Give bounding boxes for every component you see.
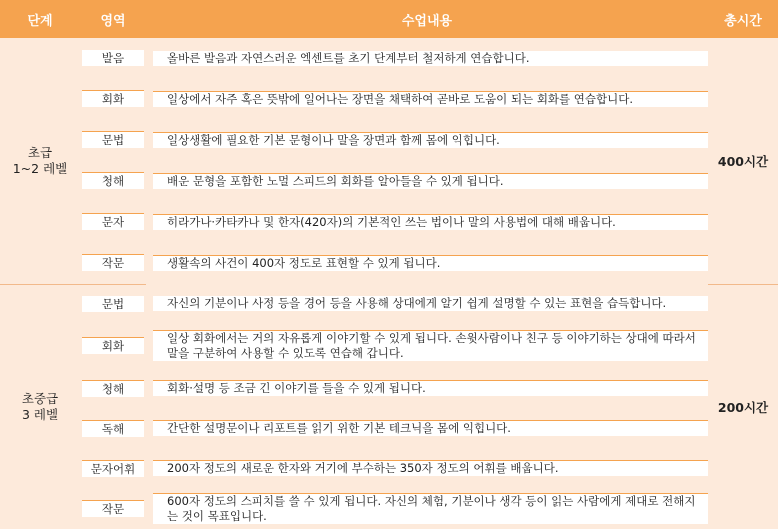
table-row xyxy=(0,408,778,448)
area-cell xyxy=(80,488,146,529)
content-text: 일상 회화에서는 거의 자유롭게 이야기할 수 있게 됩니다. 손윗사람이나 친구 등 이야기하는 상대에 따라서 말을 구분하여 사용할 수 있도록 연습해 갑니다. xyxy=(153,330,708,361)
table-row xyxy=(0,201,778,242)
area-cell xyxy=(80,408,146,448)
content-cell xyxy=(146,323,708,368)
area-label: 작문 xyxy=(82,254,144,271)
content-cell xyxy=(146,368,708,408)
content-cell xyxy=(146,488,708,529)
area-label: 독해 xyxy=(82,420,144,437)
content-cell xyxy=(146,284,708,323)
content-cell xyxy=(146,119,708,160)
content-cell xyxy=(146,78,708,119)
header-row xyxy=(0,0,778,38)
content-cell xyxy=(146,408,708,448)
header-hours: 총시간 xyxy=(708,0,778,38)
table-row xyxy=(0,242,778,284)
content-text: 일상에서 자주 혹은 뜻밖에 일어나는 장면을 채택하여 곧바로 도움이 되는 회화를 연습합니다. xyxy=(153,91,708,107)
area-label: 회화 xyxy=(82,337,144,354)
area-label: 회화 xyxy=(82,90,144,107)
content-text: 600자 정도의 스피치를 쓸 수 있게 됩니다. 자신의 체험, 기분이나 생각 등이 읽는 사람에게 제대로 전해지는 것이 목표입니다. xyxy=(153,493,708,524)
level-name: 초급 xyxy=(27,144,53,160)
table-row xyxy=(0,448,778,488)
header-level: 단계 xyxy=(0,0,80,38)
content-cell xyxy=(146,201,708,242)
header-area: 영역 xyxy=(80,0,146,38)
area-cell xyxy=(80,160,146,201)
area-label: 청해 xyxy=(82,380,144,397)
level-beginner xyxy=(0,38,80,284)
area-cell xyxy=(80,78,146,119)
content-cell xyxy=(146,38,708,78)
table-row xyxy=(0,368,778,408)
area-label: 발음 xyxy=(82,50,144,66)
hours-beginner: 400시간 xyxy=(708,38,778,284)
table-row xyxy=(0,488,778,529)
content-text: 회화·설명 등 조금 긴 이야기를 들을 수 있게 됩니다. xyxy=(153,380,708,396)
area-cell xyxy=(80,323,146,368)
content-text: 배운 문형을 포함한 노멀 스피드의 회화를 알아들을 수 있게 됩니다. xyxy=(153,173,708,189)
table-row xyxy=(0,284,778,323)
area-cell xyxy=(80,119,146,160)
content-text: 일상생활에 필요한 기본 문형이나 말을 장면과 함께 몸에 익힙니다. xyxy=(153,132,708,148)
content-text: 히라가나·카타카나 및 한자(420자)의 기본적인 쓰는 법이나 말의 사용법에 대해 배웁니다. xyxy=(153,214,708,230)
content-text: 생활속의 사건이 400자 정도로 표현할 수 있게 됩니다. xyxy=(153,255,708,271)
content-cell xyxy=(146,160,708,201)
level-range: 3 레벨 xyxy=(21,406,59,422)
table-row xyxy=(0,78,778,119)
content-cell xyxy=(146,448,708,488)
content-text: 200자 정도의 새로운 한자와 거기에 부수하는 350자 정도의 어휘를 배웁니다. xyxy=(153,460,708,476)
table-row xyxy=(0,323,778,368)
table-row xyxy=(0,38,778,78)
area-label: 문법 xyxy=(82,131,144,148)
area-label: 작문 xyxy=(82,500,144,517)
content-text: 올바른 발음과 자연스러운 엑센트를 초기 단계부터 철저하게 연습합니다. xyxy=(153,51,708,66)
content-text: 간단한 설명문이나 리포트를 읽기 위한 기본 테크닉을 몸에 익힙니다. xyxy=(153,420,708,436)
level-range: 1~2 레벨 xyxy=(12,160,68,176)
area-cell xyxy=(80,448,146,488)
table-row xyxy=(0,119,778,160)
content-cell xyxy=(146,242,708,284)
area-cell xyxy=(80,284,146,323)
area-label: 문자어휘 xyxy=(82,460,144,477)
area-label: 문자 xyxy=(82,213,144,230)
level-pre-intermediate xyxy=(0,284,80,529)
area-cell xyxy=(80,38,146,78)
level-name: 초중급 xyxy=(21,390,59,406)
area-label: 청해 xyxy=(82,172,144,189)
area-cell xyxy=(80,368,146,408)
content-text: 자신의 기분이나 사정 등을 경어 등을 사용해 상대에게 알기 쉽게 설명할 수 있는 표현을 습득합니다. xyxy=(153,296,708,311)
hours-pre-intermediate: 200시간 xyxy=(708,284,778,529)
area-label: 문법 xyxy=(82,296,144,312)
area-cell xyxy=(80,201,146,242)
header-content: 수업내용 xyxy=(146,0,708,38)
table-row xyxy=(0,160,778,201)
area-cell xyxy=(80,242,146,284)
